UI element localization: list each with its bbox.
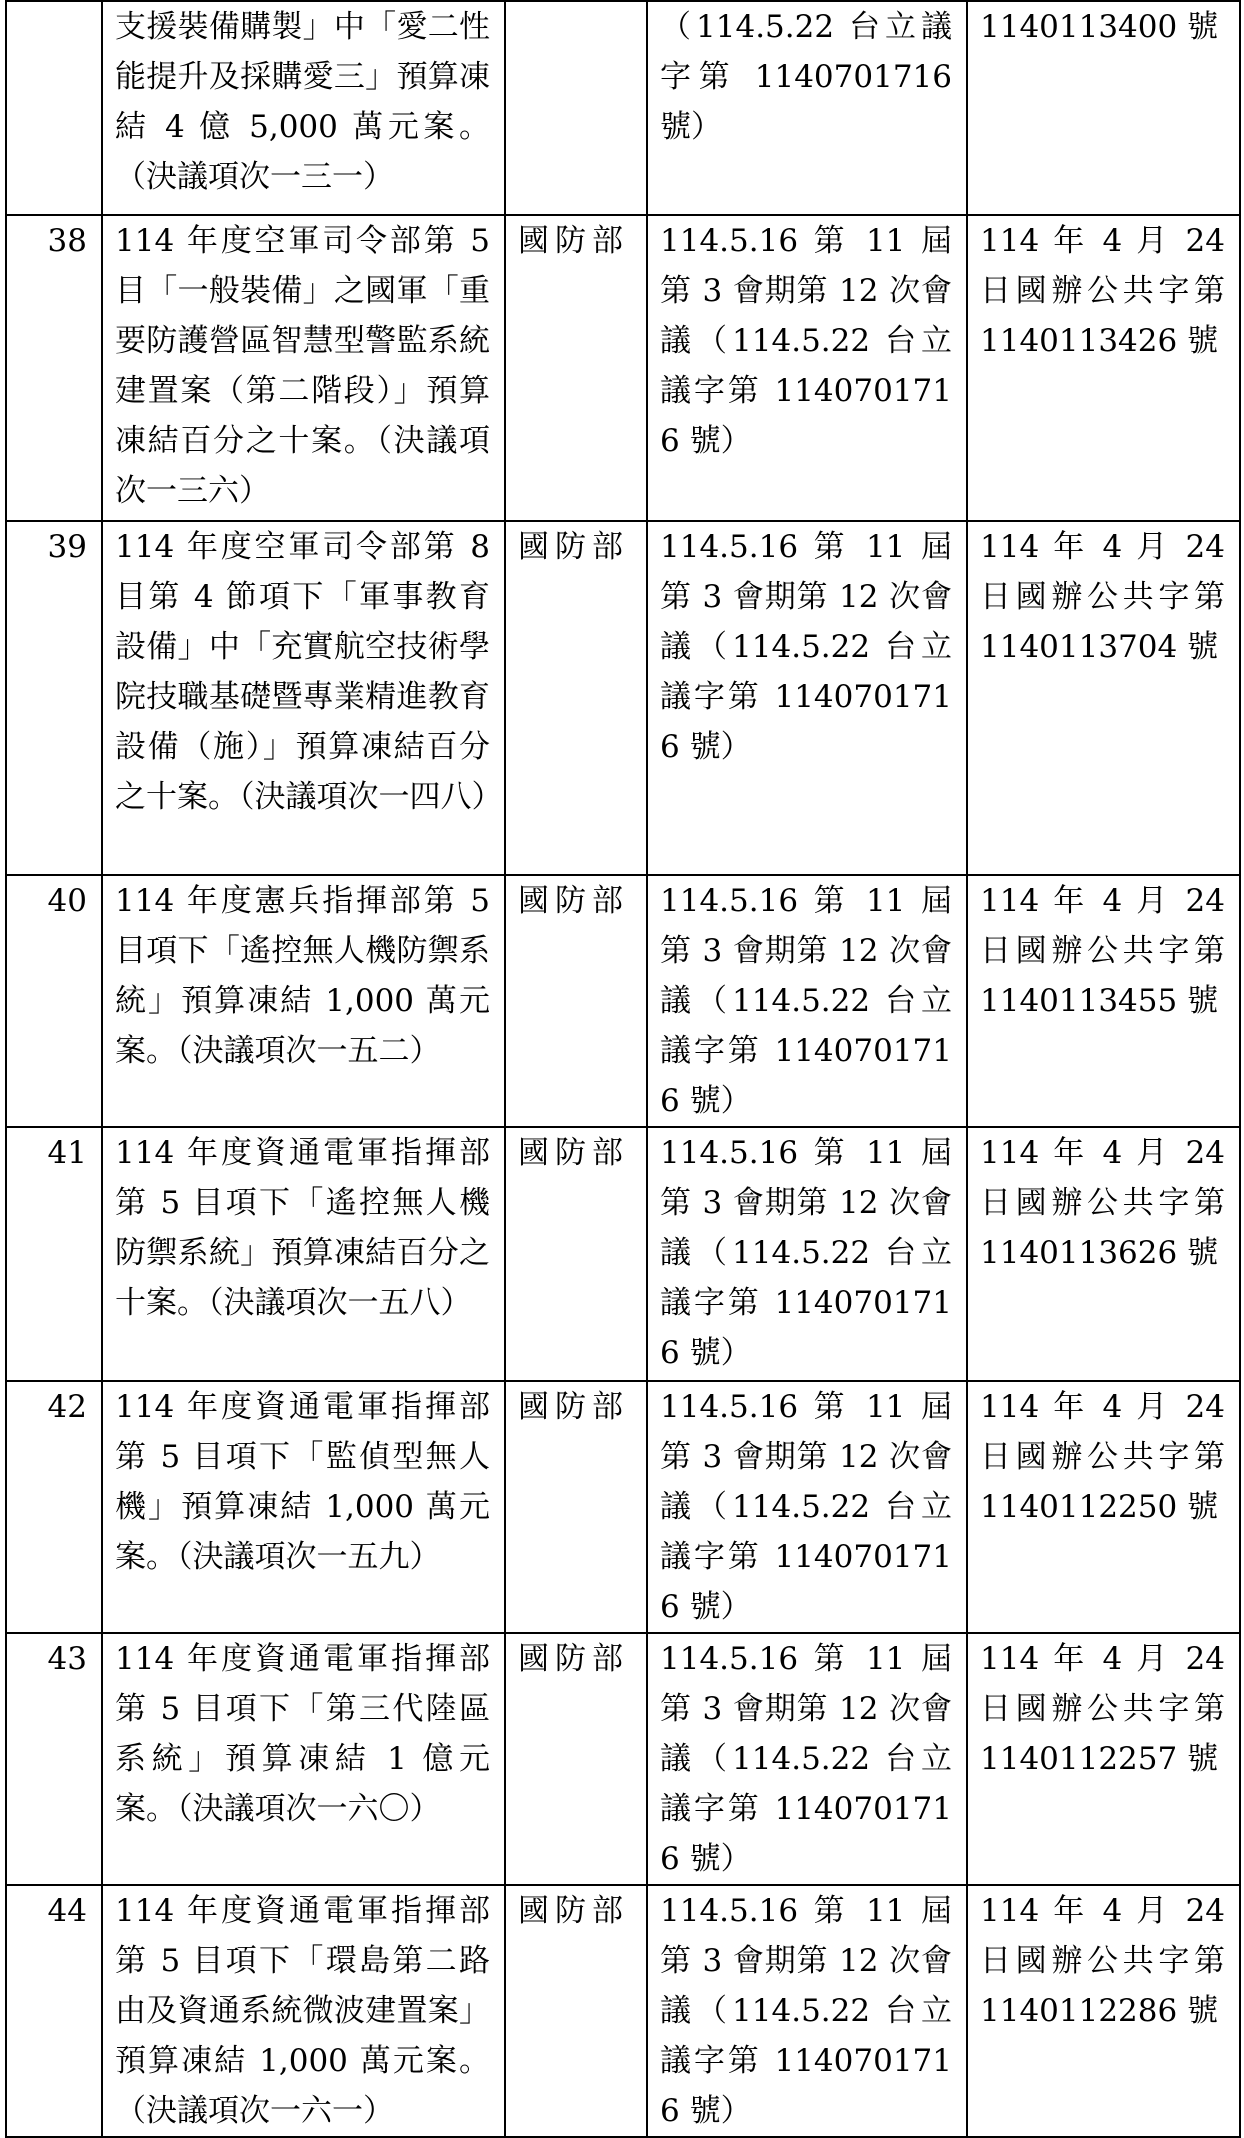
- reply-cell: 1140113400 號: [967, 1, 1240, 215]
- agency-cell: 國防部: [505, 215, 647, 521]
- reply-cell: 114 年 4 月 24 日國辦公共字第 1140113704 號: [967, 521, 1240, 875]
- meeting-cell: 114.5.16 第 11 屆第 3 會期第 12 次會議（114.5.22 台立議字第 1140701716 號）: [647, 521, 967, 875]
- item-number: 41: [6, 1127, 102, 1381]
- meeting-cell: 114.5.16 第 11 屆第 3 會期第 12 次會議（114.5.22 台立議字第 1140701716 號）: [647, 1381, 967, 1633]
- subject-cell: 114 年度資通電軍指揮部第 5 目項下「第三代陸區系統」預算凍結 1 億元案。（決議項次一六〇）: [102, 1633, 505, 1885]
- meeting-cell: 114.5.16 第 11 屆第 3 會期第 12 次會議（114.5.22 台立議字第 1140701716 號）: [647, 1633, 967, 1885]
- item-number: 43: [6, 1633, 102, 1885]
- subject-cell: 114 年度資通電軍指揮部第 5 目項下「監偵型無人機」預算凍結 1,000 萬元案。（決議項次一五九）: [102, 1381, 505, 1633]
- agency-cell: 國防部: [505, 1381, 647, 1633]
- reply-cell: 114 年 4 月 24 日國辦公共字第 1140112257 號: [967, 1633, 1240, 1885]
- subject-cell: 114 年度資通電軍指揮部第 5 目項下「環島第二路由及資通系統微波建置案」預算凍結 1,000 萬元案。（決議項次一六一）: [102, 1885, 505, 2137]
- item-number: [6, 1, 102, 215]
- subject-cell: 114 年度空軍司令部第 8 目第 4 節項下「軍事教育設備」中「充實航空技術學院技職基礎暨專業精進教育設備（施）」預算凍結百分之十案。（決議項次一四八）: [102, 521, 505, 875]
- table-row: [6, 215, 1240, 521]
- budget-freeze-table: [5, 0, 1241, 2138]
- reply-cell: 114 年 4 月 24 日國辦公共字第 1140112286 號: [967, 1885, 1240, 2137]
- reply-cell: 114 年 4 月 24 日國辦公共字第 1140113455 號: [967, 875, 1240, 1127]
- meeting-cell: （114.5.22 台立議字第 1140701716 號）: [647, 1, 967, 215]
- agency-cell: 國防部: [505, 521, 647, 875]
- table-row: [6, 875, 1240, 1127]
- item-number: 40: [6, 875, 102, 1127]
- table-row: [6, 1127, 1240, 1381]
- agency-cell: 國防部: [505, 1633, 647, 1885]
- reply-cell: 114 年 4 月 24 日國辦公共字第 1140112250 號: [967, 1381, 1240, 1633]
- meeting-cell: 114.5.16 第 11 屆第 3 會期第 12 次會議（114.5.22 台立議字第 1140701716 號）: [647, 875, 967, 1127]
- meeting-cell: 114.5.16 第 11 屆第 3 會期第 12 次會議（114.5.22 台立議字第 1140701716 號）: [647, 1885, 967, 2137]
- meeting-cell: 114.5.16 第 11 屆第 3 會期第 12 次會議（114.5.22 台立議字第 1140701716 號）: [647, 1127, 967, 1381]
- agency-cell: 國防部: [505, 1127, 647, 1381]
- table-row: [6, 1633, 1240, 1885]
- subject-cell: 114 年度空軍司令部第 5 目「一般裝備」之國軍「重要防護營區智慧型警監系統建置案（第二階段）」預算凍結百分之十案。（決議項次一三六）: [102, 215, 505, 521]
- item-number: 38: [6, 215, 102, 521]
- table-row: [6, 1381, 1240, 1633]
- reply-cell: 114 年 4 月 24 日國辦公共字第 1140113426 號: [967, 215, 1240, 521]
- subject-cell: 114 年度資通電軍指揮部第 5 目項下「遙控無人機防禦系統」預算凍結百分之十案。（決議項次一五八）: [102, 1127, 505, 1381]
- item-number: 39: [6, 521, 102, 875]
- reply-cell: 114 年 4 月 24 日國辦公共字第 1140113626 號: [967, 1127, 1240, 1381]
- agency-cell: [505, 1, 647, 215]
- subject-cell: 支援裝備購製」中「愛二性能提升及採購愛三」預算凍結 4 億 5,000 萬元案。（決議項次一三一）: [102, 1, 505, 215]
- table-row: [6, 521, 1240, 875]
- agency-cell: 國防部: [505, 875, 647, 1127]
- item-number: 44: [6, 1885, 102, 2137]
- table-row: [6, 1, 1240, 215]
- table-row: [6, 1885, 1240, 2137]
- meeting-cell: 114.5.16 第 11 屆第 3 會期第 12 次會議（114.5.22 台立議字第 1140701716 號）: [647, 215, 967, 521]
- item-number: 42: [6, 1381, 102, 1633]
- agency-cell: 國防部: [505, 1885, 647, 2137]
- subject-cell: 114 年度憲兵指揮部第 5 目項下「遙控無人機防禦系統」預算凍結 1,000 萬元案。（決議項次一五二）: [102, 875, 505, 1127]
